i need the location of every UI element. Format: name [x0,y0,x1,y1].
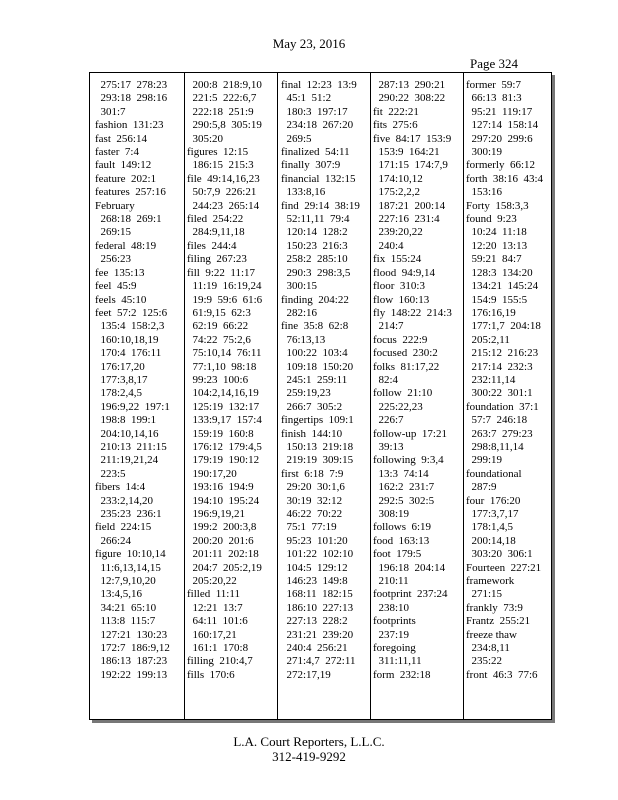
index-line: 178:1,4,5 [466,521,514,534]
index-line: 101:22 102:10 [281,548,354,561]
index-line: 180:3 197:17 [281,105,348,118]
index-line: formerly 66:12 [466,159,536,172]
index-line: find 29:14 38:19 [281,199,360,212]
index-line: 215:12 216:23 [466,347,539,360]
index-line: 170:4 176:11 [95,347,162,360]
index-line: following 9:3,4 [373,454,444,467]
index-line: 290:22 308:22 [373,92,446,105]
index-line: fix 155:24 [373,253,422,266]
index-line: 196:18 204:14 [373,561,446,574]
index-line: 284:9,11,18 [187,226,245,239]
index-line: 13:3 74:14 [373,467,429,480]
index-line: fit 222:21 [373,105,419,118]
index-line: 125:19 132:17 [187,400,260,413]
footer-phone: 312-419-9292 [272,749,346,764]
index-line: 134:21 145:24 [466,280,539,293]
index-line: 194:10 195:24 [187,494,260,507]
index-line: 133:8,16 [281,186,326,199]
index-line: 223:5 [95,467,126,480]
index-line: finally 307:9 [281,159,341,172]
index-line: 271:4,7 272:11 [281,655,356,668]
index-line: foundation 37:1 [466,400,539,413]
index-line: 300:19 [466,146,503,159]
index-line: 13:4,5,16 [95,588,143,601]
index-line: 45:1 51:2 [281,92,332,105]
index-line: 99:23 100:6 [187,373,249,386]
index-line: 176:12 179:4,5 [187,440,262,453]
index-line: 292:5 302:5 [373,494,435,507]
footer-company: L.A. Court Reporters, L.L.C. [233,734,385,749]
index-line: files 244:4 [187,239,237,252]
index-line: forth 38:16 43:4 [466,172,543,185]
index-line: 239:20,22 [373,226,423,239]
index-line: 200:20 201:6 [187,534,254,547]
index-line: 34:21 65:10 [95,601,157,614]
index-line: 226:7 [373,414,404,427]
index-line: fly 148:22 214:3 [373,306,452,319]
index-line: 177:3,8,17 [95,373,148,386]
index-line: 269:15 [95,226,132,239]
index-line: 244:23 265:14 [187,199,260,212]
index-line: 200:8 218:9,10 [187,79,262,91]
index-line: 175:2,2,2 [373,186,421,199]
index-line: 238:10 [373,601,410,614]
index-line: 168:11 182:15 [281,588,353,601]
index-line: footprints [373,615,416,628]
index-line: 172:7 186:9,12 [95,642,170,655]
index-line: 272:17,19 [281,668,331,681]
index-line: fee 135:13 [95,266,145,279]
index-line: focused 230:2 [373,347,438,360]
index-line: 301:7 [95,105,126,118]
index-line: finalized 54:11 [281,146,350,159]
index-line: 219:19 309:15 [281,454,354,467]
index-line: 300:15 [281,280,318,293]
index-line: 12:21 13:7 [187,601,243,614]
index-line: 298:8,11,14 [466,440,524,453]
index-line: Fourteen 227:21 [466,561,542,574]
index-line: 186:10 227:13 [281,601,354,614]
index-line: 287:9 [466,481,497,494]
index-line: 199:2 200:3,8 [187,521,257,534]
index-line: fingertips 109:1 [281,414,354,427]
index-line: 104:5 129:12 [281,561,348,574]
index-line: 235:23 236:1 [95,508,162,520]
index-line: 210:11 [373,575,409,588]
index-line: 300:22 301:1 [466,387,533,400]
index-line: fault 149:12 [95,159,152,172]
index-line: fill 9:22 11:17 [187,266,256,279]
index-line: 232:11,14 [466,373,516,386]
index-line: frankly 73:9 [466,601,523,614]
page-date: May 23, 2016 [272,36,346,51]
index-line: 205:2,11 [466,333,510,346]
index-line: 308:19 [373,508,410,520]
index-line: 177:3,7,17 [466,508,519,520]
index-line: 39:13 [373,440,404,453]
index-line: 233:2,14,20 [95,494,154,507]
index-line: 299:19 [466,454,503,467]
index-line: 201:11 202:18 [187,548,259,561]
index-line: 282:16 [281,306,318,319]
index-line: 150:23 216:3 [281,239,348,252]
index-line: 29:20 30:1,6 [281,481,345,494]
index-line: follows 6:19 [373,521,432,534]
index-line: found 9:23 [466,213,517,226]
index-line: federal 48:19 [95,239,157,252]
index-line: 95:21 119:17 [466,105,533,118]
index-line: 245:1 259:11 [281,373,348,386]
index-line: 271:15 [466,588,503,601]
index-line: filing 267:23 [187,253,247,266]
index-line: fills 170:6 [187,668,235,681]
index-line: filled 11:11 [187,588,240,601]
index-line: 61:9,15 62:3 [187,306,251,319]
index-line: fast 256:14 [95,132,147,145]
index-line: 135:4 158:2,3 [95,320,165,333]
index-line: 293:18 298:16 [95,92,168,105]
index-line: 200:14,18 [466,534,516,547]
index-line: 75:1 77:19 [281,521,337,534]
index-line: figure 10:10,14 [95,548,166,561]
page-number: Page 324 [470,56,519,71]
index-line: 77:1,10 98:18 [187,360,257,373]
index-line: footprint 237:24 [373,588,448,601]
index-line: February [95,199,135,212]
index-line: folks 81:17,22 [373,360,440,373]
index-line: 290:3 298:3,5 [281,266,351,279]
index-line: 30:19 32:12 [281,494,343,507]
index-line: 59:21 84:7 [466,253,522,266]
index-line: 128:3 134:20 [466,266,533,279]
index-line: 95:23 101:20 [281,534,348,547]
index-line: 146:23 149:8 [281,575,348,588]
index-line: 113:8 115:7 [95,615,156,628]
index-line: 269:5 [281,132,312,145]
index-line: filed 254:22 [187,213,244,226]
index-line: 46:22 70:22 [281,508,343,520]
index-line: feels 45:10 [95,293,147,306]
index-column-4 [373,79,464,713]
index-line: 266:24 [95,534,132,547]
index-line: 153:9 164:21 [373,146,440,159]
index-line: 227:16 231:4 [373,213,440,226]
index-line: 190:17,20 [187,467,237,480]
index-line: 171:15 174:7,9 [373,159,448,172]
index-line: focus 222:9 [373,333,428,346]
index-line: 178:2,4,5 [95,387,143,400]
index-line: 174:10,12 [373,172,423,185]
index-line: 234:8,11 [466,642,510,655]
index-line: food 163:13 [373,534,430,547]
index-line: Forty 158:3,3 [466,199,529,212]
index-line: first 6:18 7:9 [281,467,344,480]
index-line: former 59:7 [466,79,521,91]
index-line: 12:7,9,10,20 [95,575,156,588]
index-line: 214:7 [373,320,404,333]
index-line: fashion 131:23 [95,119,164,132]
index-column-5 [466,79,557,713]
index-line: 74:22 75:2,6 [187,333,251,346]
index-line: 311:11,11 [373,655,422,668]
index-table [89,72,552,720]
index-line: 10:24 11:18 [466,226,527,239]
index-line: foregoing [373,642,416,655]
index-line: 100:22 103:4 [281,347,348,360]
index-line: fibers 14:4 [95,481,146,494]
index-line: 11:19 16:19,24 [187,280,262,293]
index-line: 227:13 228:2 [281,615,348,628]
index-line: floor 310:3 [373,280,425,293]
index-line: 82:4 [373,373,399,386]
index-line: 160:17,21 [187,628,237,641]
index-line: 153:16 [466,186,503,199]
index-line: fits 275:6 [373,119,418,132]
index-line: 104:2,14,16,19 [187,387,259,400]
index-line: faster 7:4 [95,146,139,159]
index-line: framework [466,575,515,588]
index-line: final 12:23 13:9 [281,79,357,91]
index-line: 57:7 246:18 [466,414,528,427]
index-line: follow 21:10 [373,387,433,400]
index-line: 305:20 [187,132,224,145]
index-line: 204:7 205:2,19 [187,561,262,574]
index-line: four 176:20 [466,494,521,507]
index-line: 237:19 [373,628,410,641]
index-line: form 232:18 [373,668,431,681]
index-line: 109:18 150:20 [281,360,354,373]
index-line: 127:21 130:23 [95,628,168,641]
index-line: 231:21 239:20 [281,628,354,641]
index-line: 176:16,19 [466,306,516,319]
index-line: freeze thaw [466,628,517,641]
index-line: 162:2 231:7 [373,481,435,494]
index-line: 159:19 160:8 [187,427,254,440]
index-line: 187:21 200:14 [373,199,446,212]
index-line: 297:20 299:6 [466,132,533,145]
index-line: 240:4 256:21 [281,642,348,655]
index-line: 19:9 59:6 61:6 [187,293,263,306]
index-column-1 [95,79,186,713]
index-line: 198:8 199:1 [95,414,157,427]
index-line: 234:18 267:20 [281,119,354,132]
index-line: 259:19,23 [281,387,331,400]
index-line: 66:13 81:3 [466,92,522,105]
index-line: 160:10,18,19 [95,333,159,346]
index-line: finding 204:22 [281,293,349,306]
index-line: 221:5 222:6,7 [187,92,257,105]
index-line: front 46:3 77:6 [466,668,538,681]
index-line: 75:10,14 76:11 [187,347,262,360]
index-line: 193:16 194:9 [187,481,254,494]
index-line: 266:7 305:2 [281,400,343,413]
index-line: 268:18 269:1 [95,213,162,226]
index-line: 154:9 155:5 [466,293,528,306]
index-line: 127:14 158:14 [466,119,539,132]
index-line: 12:20 13:13 [466,239,528,252]
index-line: 235:22 [466,655,503,668]
index-line: 64:11 101:6 [187,615,248,628]
index-line: financial 132:15 [281,172,356,185]
index-line: feel 45:9 [95,280,137,293]
index-line: 196:9,22 197:1 [95,400,170,413]
index-line: Frantz 255:21 [466,615,531,628]
index-line: 211:19,21,24 [95,454,159,467]
index-line: finish 144:10 [281,427,343,440]
index-line: 303:20 306:1 [466,548,533,561]
footer [0,734,618,764]
index-line: 210:13 211:15 [95,440,167,453]
index-line: 204:10,14,16 [95,427,159,440]
index-line: follow-up 17:21 [373,427,447,440]
index-line: 50:7,9 226:21 [187,186,257,199]
index-line: feature 202:1 [95,172,157,185]
index-line: 150:13 219:18 [281,440,354,453]
index-line: field 224:15 [95,521,152,534]
index-line: 275:17 278:23 [95,79,168,91]
index-line: 179:19 190:12 [187,454,260,467]
index-line: feet 57:2 125:6 [95,306,168,319]
index-line: filling 210:4,7 [187,655,253,668]
index-line: flood 94:9,14 [373,266,436,279]
index-line: 240:4 [373,239,404,252]
index-line: 263:7 279:23 [466,427,533,440]
index-line: 290:5,8 305:19 [187,119,262,132]
index-line: 11:6,13,14,15 [95,561,161,574]
index-line: 176:17,20 [95,360,145,373]
index-line: 133:9,17 157:4 [187,414,262,427]
index-column-3 [281,79,372,713]
index-line: 120:14 128:2 [281,226,348,239]
index-line: 222:18 251:9 [187,105,254,118]
index-line: figures 12:15 [187,146,249,159]
index-line: 76:13,13 [281,333,326,346]
index-line: fine 35:8 62:8 [281,320,349,333]
index-line: 258:2 285:10 [281,253,348,266]
index-line: flow 160:13 [373,293,430,306]
index-line: five 84:17 153:9 [373,132,452,145]
index-line: foundational [466,467,522,480]
index-column-2 [187,79,278,713]
index-line: 62:19 66:22 [187,320,249,333]
index-line: foot 179:5 [373,548,422,561]
index-line: file 49:14,16,23 [187,172,260,185]
index-line: 52:11,11 79:4 [281,213,350,226]
index-line: 161:1 170:8 [187,642,249,655]
index-line: 225:22,23 [373,400,423,413]
index-line: 287:13 290:21 [373,79,446,91]
index-line: 192:22 199:13 [95,668,168,681]
index-line: features 257:16 [95,186,166,199]
index-line: 205:20,22 [187,575,237,588]
index-line: 186:15 215:3 [187,159,254,172]
index-line: 186:13 187:23 [95,655,168,668]
index-line: 256:23 [95,253,132,266]
index-line: 177:1,7 204:18 [466,320,541,333]
index-line: 196:9,19,21 [187,508,246,520]
index-line: 217:14 232:3 [466,360,533,373]
